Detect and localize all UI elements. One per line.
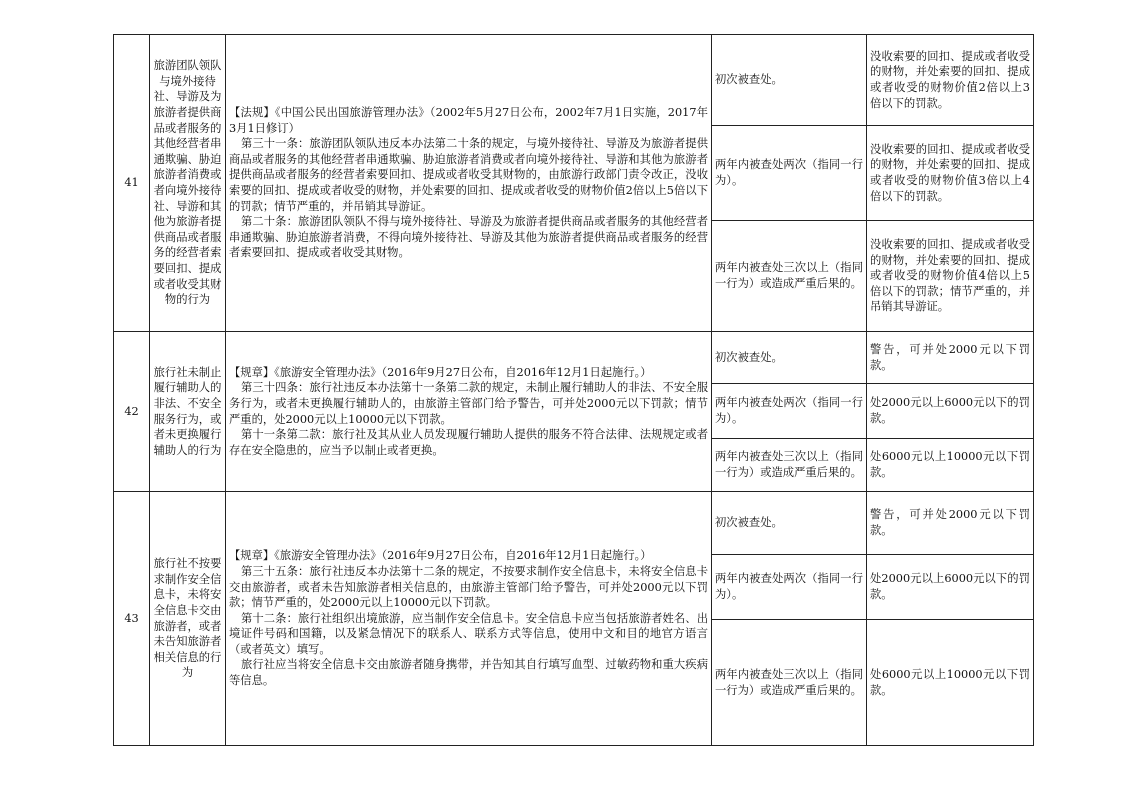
legal-basis (226, 35, 712, 332)
legal-basis (226, 492, 712, 746)
circumstance: 初次被查处。 (712, 492, 867, 555)
basis-article: 第十二条：旅行社组织出境旅游，应当制作安全信息卡。安全信息卡应当包括旅游者姓名、出境证件号码和国籍，以及紧急情况下的联系人、联系方式等信息，使用中文和目的地官方语言（或者英文）填写。 (229, 611, 708, 656)
penalty: 处2000元以上6000元以下的罚款。 (867, 555, 1034, 620)
basis-article: 旅行社应当将安全信息卡交由旅游者随身携带，并告知其自行填写血型、过敏药物和重大疾病等信息。 (229, 658, 708, 688)
penalty: 处6000元以上10000元以下罚款。 (867, 439, 1034, 492)
penalty: 没收索要的回扣、提成或者收受的财物，并处索要的回扣、提成或者收受的财物价值2倍以上3倍以下的罚款。 (867, 35, 1034, 126)
violation-description: 旅行社未制止履行辅助人的非法、不安全服务行为，或者未更换履行辅助人的行为 (150, 332, 226, 492)
penalty: 没收索要的回扣、提成或者收受的财物，并处索要的回扣、提成或者收受的财物价值3倍以上4倍以下的罚款。 (867, 126, 1034, 221)
basis-article: 第三十一条：旅游团队领队违反本办法第二十条的规定，与境外接待社、导游及为旅游者提供商品或者服务的其他经营者串通欺骗、胁迫旅游者消费或者向境外接待社、导游和其他为旅游者提供商品或者服务的经营者索要回扣、提成或者收受其财物的，由旅游行政部门责令改正，没收索要的回扣、提成或者收受的财物，并处索要的回扣、提成或者收受的财物价值2倍以上5倍以下的罚款；情节严重的，并吊销其导游证。 (229, 137, 708, 213)
penalty-standards-table (113, 34, 1034, 746)
circumstance: 初次被查处。 (712, 332, 867, 384)
row-number: 41 (114, 35, 150, 332)
basis-article: 第三十四条：旅行社违反本办法第十一条第二款的规定，未制止履行辅助人的非法、不安全服务行为，或者未更换履行辅助人的，由旅游主管部门给予警告，可并处2000元以下罚款；情节严重的，处2000元以上10000元以下罚款。 (229, 381, 708, 426)
basis-source: 【规章】《旅游安全管理办法》（2016年9月27日公布，自2016年12月1日起施行。） (229, 549, 652, 563)
row-number: 42 (114, 332, 150, 492)
circumstance: 初次被查处。 (712, 35, 867, 126)
penalty: 处6000元以上10000元以下罚款。 (867, 620, 1034, 746)
circumstance: 两年内被查处三次以上（指同一行为）或造成严重后果的。 (712, 221, 867, 332)
basis-source: 【法规】《中国公民出国旅游管理办法》（2002年5月27日公布，2002年7月1日实施，2017年3月1日修订） (229, 106, 708, 135)
circumstance: 两年内被查处两次（指同一行为）。 (712, 555, 867, 620)
circumstance: 两年内被查处两次（指同一行为）。 (712, 126, 867, 221)
legal-basis (226, 332, 712, 492)
penalty: 处2000元以上6000元以下的罚款。 (867, 384, 1034, 439)
penalty: 警告，可并处2000元以下罚款。 (867, 332, 1034, 384)
basis-article: 第十一条第二款：旅行社及其从业人员发现履行辅助人提供的服务不符合法律、法规规定或者存在安全隐患的，应当予以制止或者更换。 (229, 428, 708, 457)
violation-description: 旅游团队领队与境外接待社、导游及为旅游者提供商品或者服务的其他经营者串通欺骗、胁迫旅游者消费或者向境外接待社、导游和其他为旅游者提供商品或者服务的经营者索要回扣、提成或者收受其财物的行为 (150, 35, 226, 332)
violation-description: 旅行社不按要求制作安全信息卡，未将安全信息卡交由旅游者，或者未告知旅游者相关信息的行为 (150, 492, 226, 746)
basis-article: 第三十五条：旅行社违反本办法第十二条的规定，不按要求制作安全信息卡，未将安全信息卡交由旅游者，或者未告知旅游者相关信息的，由旅游主管部门给予警告，可并处2000元以下罚款；情节严重的，处2000元以上10000元以下罚款。 (229, 564, 708, 610)
table-row (114, 332, 1034, 384)
circumstance: 两年内被查处三次以上（指同一行为）或造成严重后果的。 (712, 620, 867, 746)
penalty: 警告，可并处2000元以下罚款。 (867, 492, 1034, 555)
table-row (114, 492, 1034, 555)
penalty: 没收索要的回扣、提成或者收受的财物，并处索要的回扣、提成或者收受的财物价值4倍以上5倍以下的罚款；情节严重的，并吊销其导游证。 (867, 221, 1034, 332)
basis-article: 第二十条：旅游团队领队不得与境外接待社、导游及为旅游者提供商品或者服务的其他经营者串通欺骗、胁迫旅游者消费，不得向境外接待社、导游及其他为旅游者提供商品或者服务的经营者索要回扣、提成或者收受其财物。 (229, 215, 708, 260)
circumstance: 两年内被查处三次以上（指同一行为）或造成严重后果的。 (712, 439, 867, 492)
table-row (114, 35, 1034, 126)
circumstance: 两年内被查处两次（指同一行为）。 (712, 384, 867, 439)
basis-source: 【规章】《旅游安全管理办法》（2016年9月27日公布，自2016年12月1日起施行。） (229, 365, 652, 379)
row-number: 43 (114, 492, 150, 746)
